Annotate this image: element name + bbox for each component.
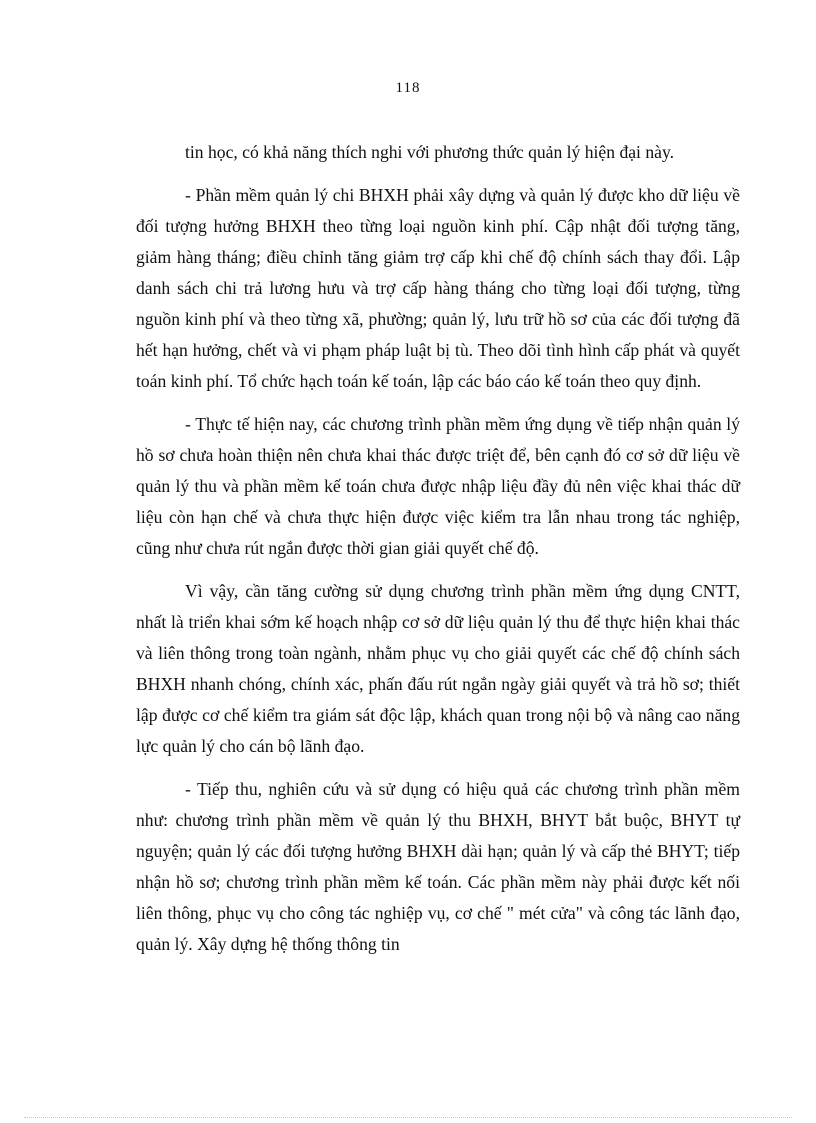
paragraph-therefore: Vì vậy, cần tăng cường sử dụng chương trình phần mềm ứng dụng CNTT, nhất là triển khai sớm kế hoạch nhập cơ sở dữ liệu quản lý thu để thực hiện khai thác và liên thông trong toàn ngành, nhằm phục vụ cho giải quyết các chế độ chính sách BHXH nhanh chóng, chính xác, phấn đấu rút ngắn ngày giải quyết và trả hồ sơ; thiết lập được cơ chế kiểm tra giám sát độc lập, khách quan trong nội bộ và nâng cao năng lực quản lý cho cán bộ lãnh đạo.	[136, 581, 740, 756]
paragraph-current-situation: - Thực tế hiện nay, các chương trình phần mềm ứng dụng về tiếp nhận quản lý hồ sơ chưa hoàn thiện nên chưa khai thác được triệt để, bên cạnh đó cơ sở dữ liệu về quản lý thu và phần mềm kế toán chưa được nhập liệu đầy đủ nên việc khai thác dữ liệu còn hạn chế và chưa thực hiện được việc kiểm tra lẫn nhau trong tác nghiệp, cũng như chưa rút ngắn được thời gian giải quyết chế độ.	[136, 414, 740, 558]
paragraph-software-chi-bhxh: - Phần mềm quản lý chi BHXH phải xây dựng và quản lý được kho dữ liệu về đối tượng hưởng BHXH theo từng loại nguồn kinh phí. Cập nhật đối tượng tăng, giảm hàng tháng; điều chỉnh tăng giảm trợ cấp khi chế độ chính sách thay đổi. Lập danh sách chi trả lương hưu và trợ cấp hàng tháng cho từng loại đối tượng, từng nguồn kinh phí và theo từng xã, phường; quản lý, lưu trữ hồ sơ của các đối tượng đã hết hạn hưởng, chết và vi phạm pháp luật bị tù. Theo dõi tình hình cấp phát và quyết toán kinh phí. Tổ chức hạch toán kế toán, lập các báo cáo kế toán theo quy định.	[136, 185, 740, 391]
document-body	[136, 137, 740, 972]
paragraph-software-adoption: - Tiếp thu, nghiên cứu và sử dụng có hiệu quả các chương trình phần mềm như: chương trình phần mềm về quản lý thu BHXH, BHYT bắt buộc, BHYT tự nguyện; quản lý các đối tượng hưởng BHXH dài hạn; quản lý và cấp thẻ BHYT; tiếp nhận hồ sơ; chương trình phần mềm kế toán. Các phần mềm này phải được kết nối liên thông, phục vụ cho công tác nghiệp vụ, cơ chế " mét cửa" và công tác lãnh đạo, quản lý. Xây dựng hệ thống thông tin	[136, 779, 740, 954]
paragraph-continuation: tin học, có khả năng thích nghi với phương thức quản lý hiện đại này.	[185, 142, 674, 162]
footer-divider	[24, 1117, 792, 1118]
page-number: 118	[395, 80, 421, 96]
